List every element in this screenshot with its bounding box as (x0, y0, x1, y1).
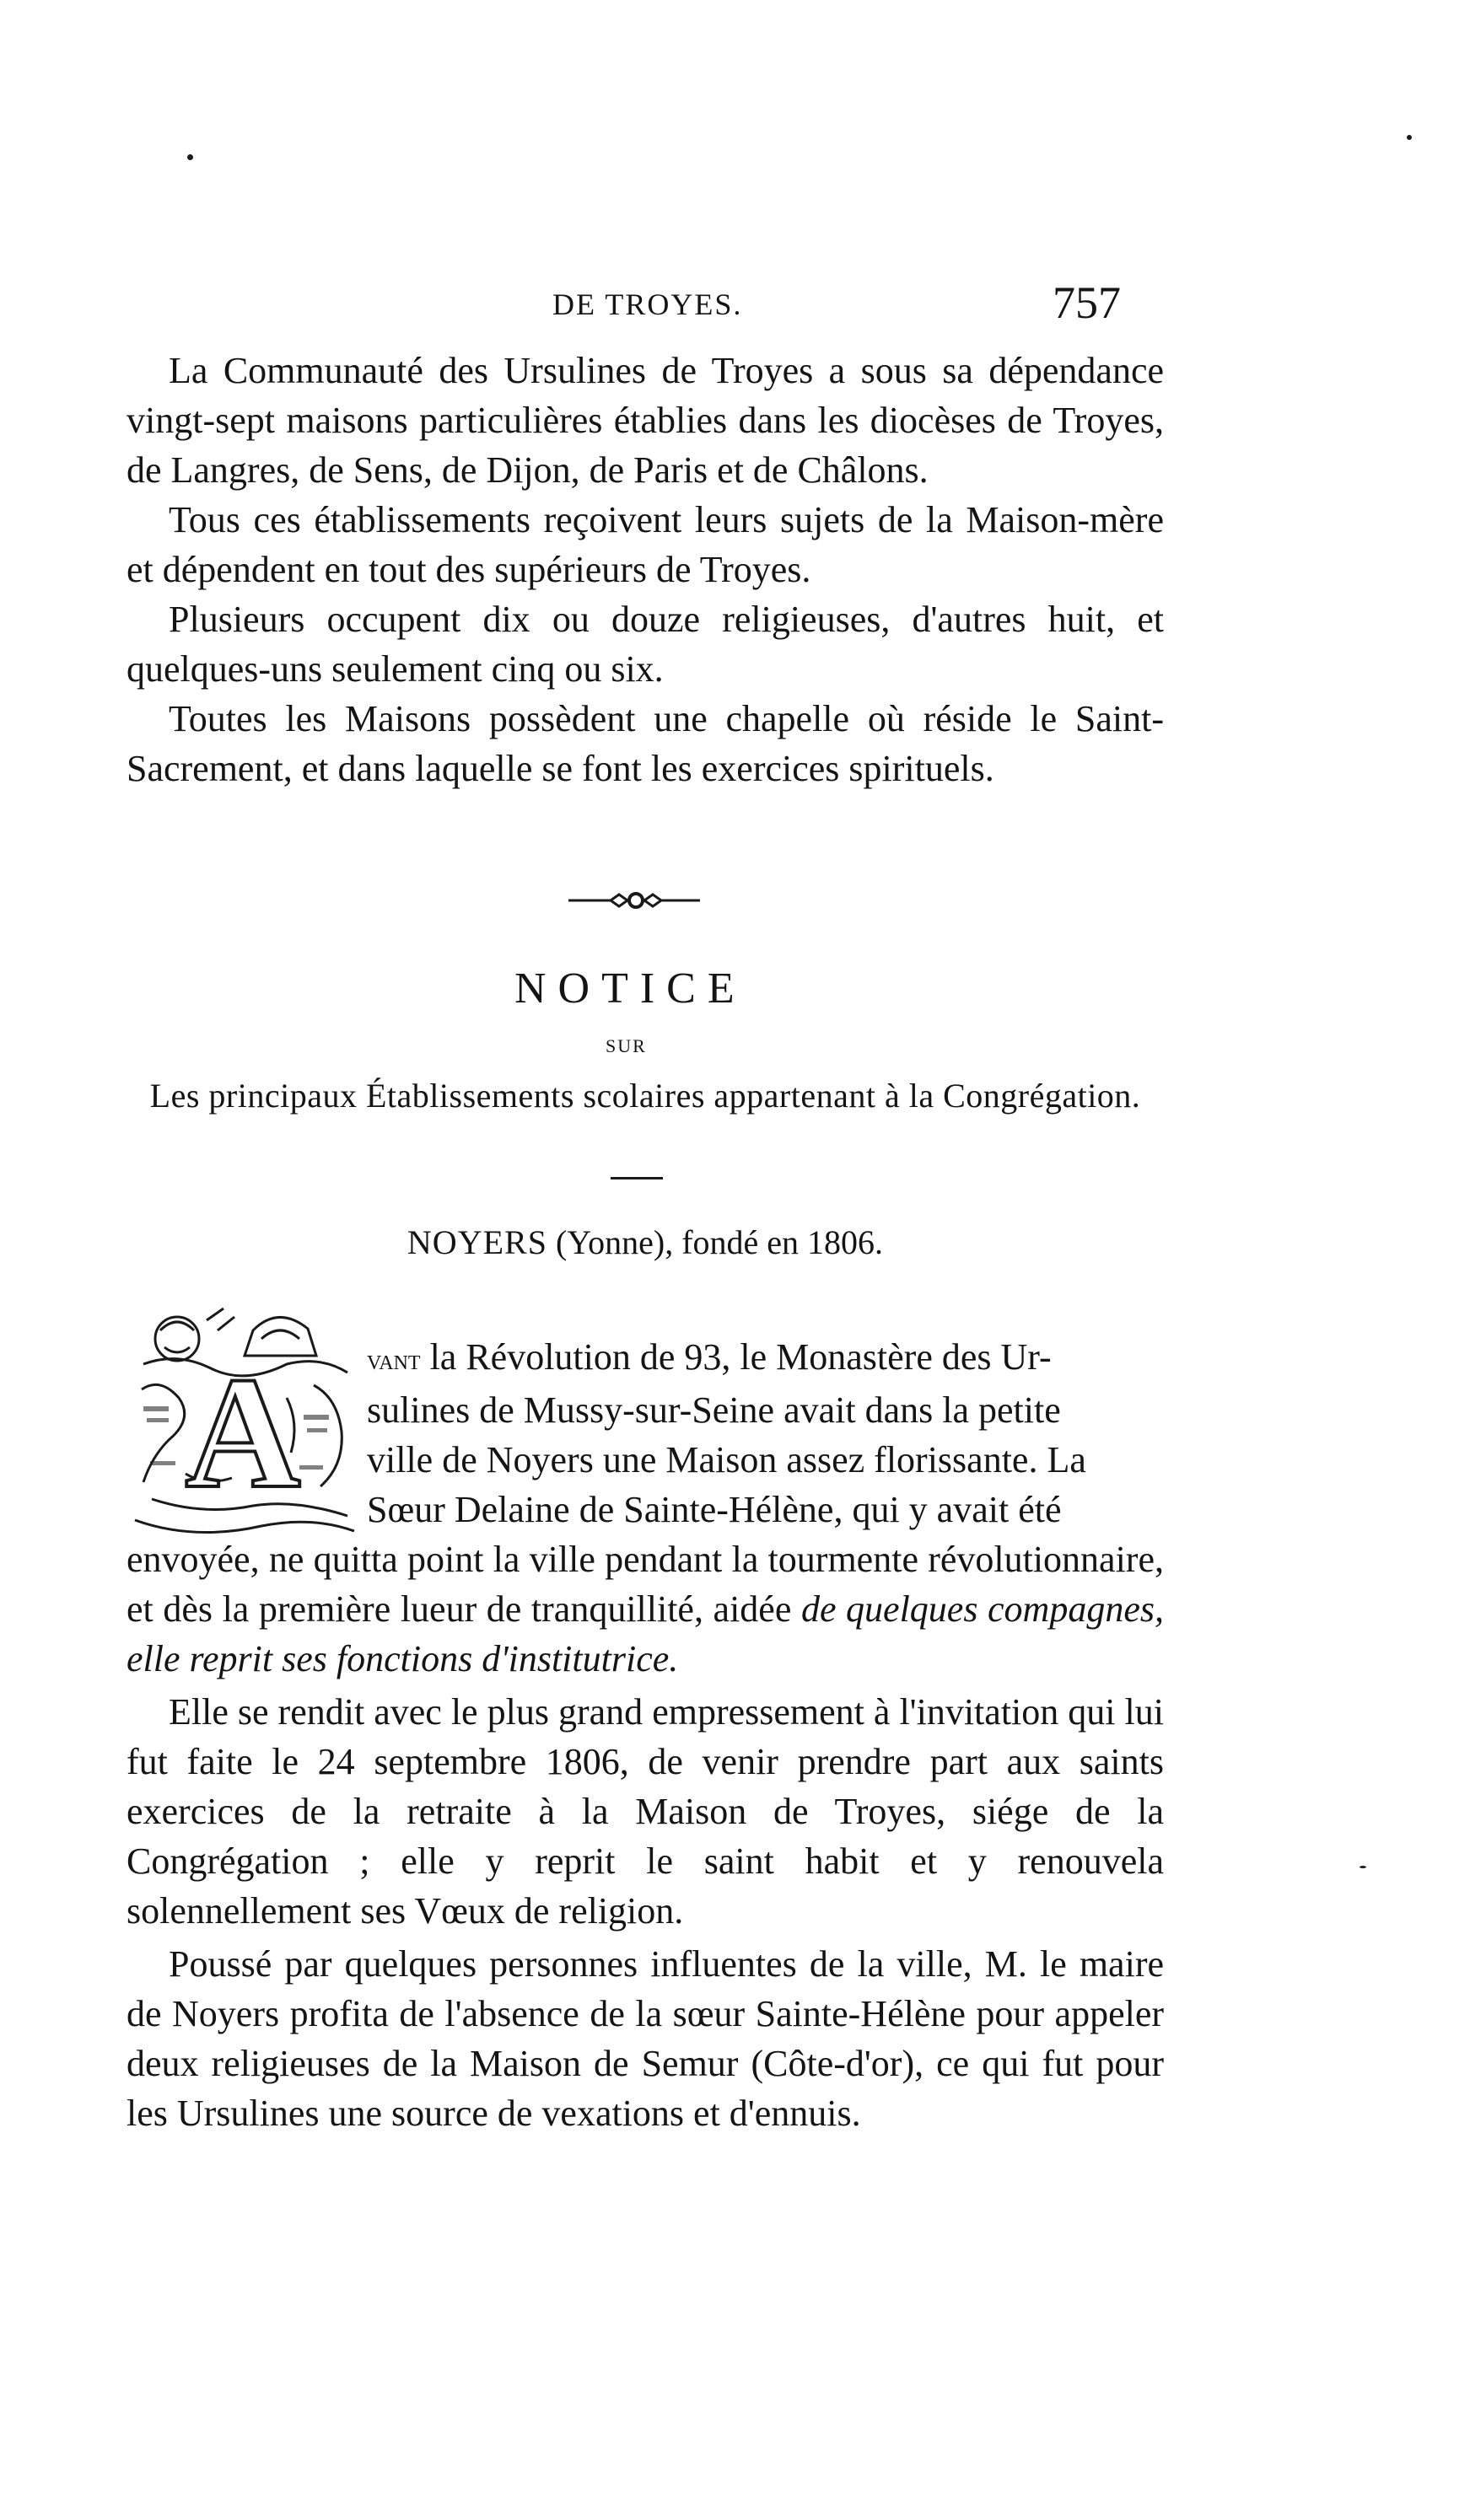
scan-speck (1360, 1866, 1366, 1868)
dropcap-line-1-text: la Révolution de 93, le Monastère des Ur- (420, 1336, 1052, 1378)
paragraph-religieuses: Plusieurs occupent dix ou douze religieuses, d'autres huit, et quelques-uns seulement cinq ou six. (127, 599, 1164, 690)
dropcap-line-2: sulines de Mussy-sur-Seine avait dans la petite (367, 1389, 1061, 1431)
top-text-block (127, 346, 1164, 793)
dropcap-line-4: Sœur Delaine de Sainte-Hélène, qui y avait été (367, 1489, 1062, 1530)
dropcap-line-1 (127, 1332, 1164, 1385)
paragraph-chapelle: Toutes les Maisons possèdent une chapelle où réside le Saint-Sacrement, et dans laquelle se font les exercices spirituels. (127, 698, 1164, 789)
paragraph-maire: Poussé par quelques personnes influentes de la ville, M. le maire de Noyers profita de l'absence de la sœur Sainte-Hélène pour appeler deux religieuses de la Maison de Semur (Côte-d'or), ce qui fut pour les Ursulines une source de vexations et d'ennuis. (127, 1943, 1164, 2134)
paragraph-communaute: La Communauté des Ursulines de Troyes a sous sa dépendance vingt-sept maisons particulières établies dans les diocèses de Troyes, de Langres, de Sens, de Dijon, de Paris et de Châlons. (127, 350, 1164, 491)
page-number: 757 (1053, 277, 1121, 328)
section-rule (611, 1177, 663, 1179)
notice-title: NOTICE (514, 964, 746, 1013)
revolution-rest-roman: envoyée, ne quitta point la ville pendant la tourmente révolutionnaire, et dès la première lueur de tranquillité, aidée (127, 1539, 1164, 1630)
notice-sur: SUR (606, 1035, 647, 1056)
scan-speck (187, 154, 193, 160)
dropcap-letter: A (185, 1345, 301, 1522)
section-heading-place: NOYERS (407, 1223, 547, 1261)
section-heading-rest: (Yonne), fondé en 1806. (547, 1223, 884, 1261)
dropcap-lead-word: vant (367, 1345, 421, 1376)
paragraph-etablissements: Tous ces établissements reçoivent leurs sujets de la Maison-mère et dépendent en tout des supérieurs de Troyes. (127, 499, 1164, 590)
paragraph-revolution-rest (127, 1534, 1164, 1684)
scan-speck (1407, 135, 1412, 140)
paragraph-invitation: Elle se rendit avec le plus grand empressement à l'invitation qui lui fut faite le 24 septembre 1806, de venir prendre part aux saints exercices de la retraite à la Maison de Troyes, siége de la Congrégation ; elle y reprit le saint habit et y renouvela solennellement ses Vœux de religion. (127, 1691, 1164, 1932)
dropcap-line-3: ville de Noyers une Maison assez florissante. La (367, 1439, 1086, 1480)
running-title: DE TROYES. (552, 287, 743, 321)
noyers-text-block (127, 1332, 1164, 2138)
ornament-divider (567, 888, 702, 913)
revolution-rest-italic: de quelques compagnes, elle reprit ses fonctions d'institutrice. (127, 1588, 1164, 1679)
section-heading (127, 1222, 1164, 1262)
notice-subtitle: Les principaux Établissements scolaires appartenant à la Congrégation. (149, 1077, 1141, 1115)
